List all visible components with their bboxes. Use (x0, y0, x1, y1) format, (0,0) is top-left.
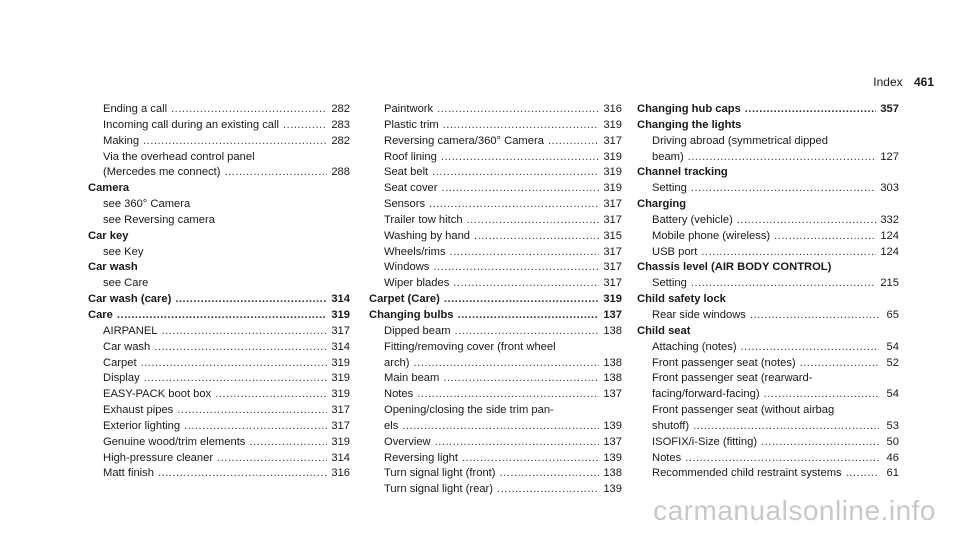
page-reference: 319 (331, 308, 350, 321)
entry-label: EASY-PACK boot box (103, 388, 212, 401)
entry-label: Exterior lighting (103, 419, 181, 432)
index-entry (637, 371, 899, 387)
entry-label: Child safety lock (637, 293, 726, 306)
dot-leader (432, 165, 599, 181)
index-entry (637, 387, 899, 403)
dot-leader (750, 308, 879, 324)
entry-label: Turn signal light (rear) (384, 483, 494, 496)
index-entry (369, 466, 622, 482)
entry-label: Changing hub caps (637, 103, 741, 115)
page-reference: 282 (331, 134, 350, 147)
dot-leader (429, 197, 599, 213)
entry-label: Car wash (88, 261, 138, 274)
entry-label: Ending a call (103, 103, 168, 115)
dot-leader (184, 419, 327, 435)
dot-leader (846, 466, 879, 482)
index-entry (637, 213, 899, 229)
entry-label: Plastic trim (384, 118, 439, 131)
page-reference: 137 (603, 388, 622, 401)
page-header (873, 75, 934, 89)
index-entry (637, 451, 899, 467)
index-entry (369, 229, 622, 245)
entry-label: Wheels/rims (384, 245, 446, 258)
entry-label: Attaching (notes) (652, 340, 737, 353)
index-column-1 (88, 102, 350, 482)
page-reference: 50 (886, 435, 899, 448)
page-reference: 124 (880, 245, 899, 258)
index-entry (369, 435, 622, 451)
page-reference: 61 (886, 467, 899, 480)
page-reference: 319 (603, 182, 622, 195)
index-heading (369, 308, 622, 324)
entry-label: Setting (652, 277, 687, 290)
page-reference: 314 (331, 340, 350, 353)
index-entry (88, 435, 350, 451)
dot-leader (162, 324, 328, 340)
dot-leader (215, 387, 327, 403)
dot-leader (443, 118, 600, 134)
entry-label: Front passenger seat (rearward- (652, 372, 813, 385)
entry-label: shutoff) (652, 419, 690, 432)
entry-label: facing/forward-facing) (652, 388, 760, 401)
index-entry (88, 451, 350, 467)
index-entry (637, 308, 899, 324)
index-entry (637, 356, 899, 372)
page-reference: 137 (603, 308, 622, 321)
dot-leader (761, 435, 879, 451)
page-reference: 317 (603, 245, 622, 258)
page-reference: 317 (603, 213, 622, 226)
entry-label: Car wash (103, 340, 151, 353)
dot-leader (435, 435, 600, 451)
dot-leader (158, 466, 327, 482)
index-entry (369, 419, 622, 435)
index-entry (369, 150, 622, 166)
index-heading (88, 308, 350, 324)
index-entry (88, 245, 350, 261)
entry-label: Fitting/removing cover (front wheel (384, 340, 556, 353)
entry-label: see 360° Camera (103, 198, 191, 211)
entry-label: Notes (384, 388, 414, 401)
entry-label: Setting (652, 182, 687, 195)
page-reference: 317 (603, 198, 622, 211)
index-column-3 (637, 102, 899, 482)
dot-leader (175, 292, 327, 308)
index-heading (88, 229, 350, 245)
entry-label: Front passenger seat (notes) (652, 356, 796, 369)
index-heading (88, 181, 350, 197)
index-heading (637, 197, 899, 213)
page-reference: 319 (331, 372, 350, 385)
page-reference: 319 (331, 388, 350, 401)
page-reference: 54 (886, 388, 899, 401)
index-entry (637, 245, 899, 261)
entry-label: Making (103, 134, 140, 147)
entry-label: Turn signal light (front) (384, 467, 496, 480)
index-entry (637, 150, 899, 166)
entry-label: Incoming call during an existing call (103, 118, 279, 131)
dot-leader (141, 356, 328, 372)
page-reference: 319 (331, 435, 350, 448)
index-entry (369, 197, 622, 213)
index-heading (88, 292, 350, 308)
entry-label: Opening/closing the side trim pan- (384, 404, 554, 417)
entry-label: arch) (384, 356, 410, 369)
page-reference: 139 (603, 419, 622, 432)
dot-leader (177, 403, 327, 419)
index-heading (637, 324, 899, 340)
page-reference: 54 (886, 340, 899, 353)
entry-label: Display (103, 372, 140, 385)
index-entry (88, 387, 350, 403)
index-entry (88, 213, 350, 229)
index-entry (637, 229, 899, 245)
page-reference: 288 (331, 166, 350, 179)
index-entry (369, 403, 622, 419)
entry-label: Channel tracking (637, 166, 728, 179)
index-entry (637, 276, 899, 292)
page-reference: 283 (331, 118, 350, 131)
entry-label: Carpet (103, 356, 137, 369)
dot-leader (414, 356, 600, 372)
dot-leader (154, 340, 327, 356)
index-entry (637, 466, 899, 482)
entry-label: Carpet (Care) (369, 293, 440, 306)
index-heading (637, 260, 899, 276)
page-reference: 138 (603, 356, 622, 369)
index-entry (369, 102, 622, 118)
page-reference: 319 (603, 150, 622, 163)
index-entry (88, 134, 350, 150)
dot-leader (800, 356, 879, 372)
dot-leader (548, 134, 599, 150)
index-entry (637, 181, 899, 197)
index-entry (369, 213, 622, 229)
dot-leader (685, 451, 879, 467)
entry-label: Exhaust pipes (103, 404, 174, 417)
page-reference: 319 (603, 293, 622, 306)
dot-leader (693, 419, 879, 435)
index-entry (88, 118, 350, 134)
page-reference: 314 (331, 293, 350, 306)
page-reference: 138 (603, 372, 622, 385)
dot-leader (462, 451, 599, 467)
entry-label: Windows (384, 261, 430, 274)
index-entry (88, 324, 350, 340)
entry-label: Changing the lights (637, 118, 742, 131)
page-reference: 124 (880, 229, 899, 242)
index-entry (637, 340, 899, 356)
dot-leader (745, 102, 877, 118)
index-entry (369, 276, 622, 292)
entry-label: beam) (652, 150, 684, 163)
dot-leader (283, 118, 327, 134)
index-entry (369, 324, 622, 340)
entry-label: Battery (vehicle) (652, 213, 733, 226)
index-entry (88, 340, 350, 356)
index-entry (637, 403, 899, 419)
page-reference: 138 (603, 467, 622, 480)
entry-label: Wiper blades (384, 277, 450, 290)
page-reference: 317 (331, 324, 350, 337)
dot-leader (143, 134, 327, 150)
entry-label: ISOFIX/i-Size (fitting) (652, 435, 758, 448)
page-reference: 357 (880, 103, 899, 115)
index-entry (88, 165, 350, 181)
page-reference: 139 (603, 451, 622, 464)
entry-label: Rear side windows (652, 308, 746, 321)
index-entry (637, 134, 899, 150)
page-reference: 65 (886, 308, 899, 321)
dot-leader (217, 451, 327, 467)
page-reference: 138 (603, 324, 622, 337)
page-reference: 137 (603, 435, 622, 448)
index-entry (88, 371, 350, 387)
dot-leader (441, 150, 599, 166)
page-reference: 52 (886, 356, 899, 369)
index-entry (369, 371, 622, 387)
index-heading (637, 292, 899, 308)
entry-label: AIRPANEL (103, 324, 158, 337)
entry-label: Charging (637, 198, 687, 211)
page-reference: 332 (880, 213, 899, 226)
dot-leader (437, 102, 599, 118)
index-heading (637, 118, 899, 134)
dot-leader (144, 371, 328, 387)
dot-leader (402, 419, 599, 435)
page-reference: 303 (880, 182, 899, 195)
page-reference: 319 (331, 356, 350, 369)
dot-leader (497, 482, 599, 498)
entry-label: Changing bulbs (369, 308, 454, 321)
dot-leader (225, 165, 328, 181)
entry-label: els (384, 419, 399, 432)
index-heading (88, 260, 350, 276)
page-reference: 314 (331, 451, 350, 464)
index-entry (88, 102, 350, 118)
page-reference: 316 (603, 103, 622, 115)
entry-label: Driving abroad (symmetrical dipped (652, 134, 828, 147)
entry-label: Trailer tow hitch (384, 213, 463, 226)
entry-label: Seat cover (384, 182, 438, 195)
entry-label: Seat belt (384, 166, 429, 179)
dot-leader (474, 229, 599, 245)
page-reference: 317 (603, 261, 622, 274)
dot-leader (764, 387, 879, 403)
entry-label: USB port (652, 245, 698, 258)
entry-label: Genuine wood/trim elements (103, 435, 246, 448)
dot-leader (417, 387, 599, 403)
entry-label: Sensors (384, 198, 426, 211)
index-entry (369, 165, 622, 181)
index-entry (369, 387, 622, 403)
page-reference: 282 (331, 103, 350, 115)
entry-label: see Reversing camera (103, 213, 215, 226)
page-reference: 46 (886, 451, 899, 464)
page-number: 461 (913, 75, 934, 89)
index-entry (369, 482, 622, 498)
index-heading (637, 102, 899, 118)
entry-label: Reversing camera/360° Camera (384, 134, 544, 147)
page-reference: 317 (331, 419, 350, 432)
dot-leader (741, 340, 879, 356)
index-entry (88, 197, 350, 213)
index-entry (369, 260, 622, 276)
entry-label: Camera (88, 182, 130, 195)
watermark: carmanualsonline.info (653, 495, 936, 526)
dot-leader (444, 292, 599, 308)
index-entry (369, 340, 622, 356)
dot-leader (441, 181, 599, 197)
entry-label: Car wash (care) (88, 293, 172, 306)
index-entry (88, 403, 350, 419)
entry-label: Main beam (384, 372, 440, 385)
entry-label: see Key (103, 245, 144, 258)
entry-label: Via the overhead control panel (103, 150, 255, 163)
index-heading (637, 165, 899, 181)
dot-leader (450, 245, 600, 261)
entry-label: Paintwork (384, 103, 434, 115)
entry-label: Child seat (637, 324, 691, 337)
entry-label: Washing by hand (384, 229, 471, 242)
entry-label: Car key (88, 229, 129, 242)
page-reference: 319 (603, 118, 622, 131)
dot-leader (433, 260, 599, 276)
entry-label: Roof lining (384, 150, 437, 163)
index-entry (88, 466, 350, 482)
index-heading (369, 292, 622, 308)
index-entry (369, 451, 622, 467)
entry-label: Reversing light (384, 451, 458, 464)
page-reference: 317 (603, 277, 622, 290)
dot-leader (249, 435, 327, 451)
index-entry (369, 356, 622, 372)
page-reference: 319 (603, 166, 622, 179)
dot-leader (774, 229, 876, 245)
page-reference: 317 (603, 134, 622, 147)
entry-label: Notes (652, 451, 682, 464)
dot-leader (691, 276, 876, 292)
page-reference: 315 (603, 229, 622, 242)
dot-leader (467, 213, 600, 229)
index-entry (88, 356, 350, 372)
entry-label: High-pressure cleaner (103, 451, 214, 464)
index-entry (88, 276, 350, 292)
page-reference: 215 (880, 277, 899, 290)
dot-leader (458, 308, 600, 324)
page-reference: 53 (886, 419, 899, 432)
index-entry (369, 245, 622, 261)
page-reference: 317 (331, 404, 350, 417)
entry-label: Dipped beam (384, 324, 451, 337)
dot-leader (171, 102, 327, 118)
entry-label: Recommended child restraint systems (652, 467, 842, 480)
index-entry (369, 134, 622, 150)
index-title: Index (873, 75, 903, 89)
entry-label: Care (88, 308, 113, 321)
index-entry (369, 181, 622, 197)
page-reference: 127 (880, 150, 899, 163)
entry-label: Matt finish (103, 467, 154, 480)
index-entry (88, 150, 350, 166)
dot-leader (691, 181, 876, 197)
dot-leader (455, 324, 600, 340)
entry-label: Chassis level (AIR BODY CONTROL) (637, 261, 832, 274)
entry-label: see Care (103, 277, 149, 290)
entry-label: Mobile phone (wireless) (652, 229, 771, 242)
entry-label: Front passenger seat (without airbag (652, 404, 835, 417)
index-entry (637, 435, 899, 451)
dot-leader (117, 308, 327, 324)
dot-leader (443, 371, 599, 387)
page-reference: 316 (331, 467, 350, 480)
index-entry (88, 419, 350, 435)
entry-label: (Mercedes me connect) (103, 166, 221, 179)
index-entry (637, 419, 899, 435)
dot-leader (453, 276, 599, 292)
index-column-2 (369, 102, 622, 498)
dot-leader (500, 466, 600, 482)
dot-leader (701, 245, 876, 261)
dot-leader (688, 150, 877, 166)
entry-label: Overview (384, 435, 431, 448)
page-reference: 139 (603, 483, 622, 496)
dot-leader (737, 213, 877, 229)
index-entry (369, 118, 622, 134)
